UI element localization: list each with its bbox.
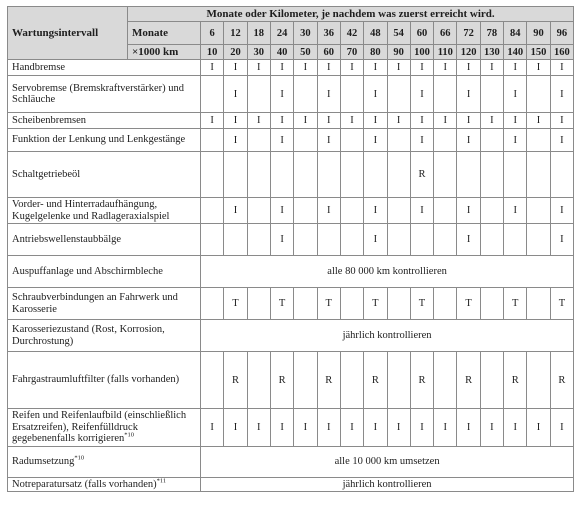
schedule-cell [504,224,527,256]
row-label-text: Schraubverbindungen an Fahrwerk und Karosserie [12,292,178,315]
schedule-cell [387,129,410,152]
schedule-cell [527,198,550,224]
km-header: 130 [480,45,503,60]
schedule-cell: I [387,113,410,129]
schedule-cell [434,129,457,152]
schedule-cell: I [270,409,293,447]
schedule-cell [480,288,503,320]
schedule-cell [340,152,363,198]
schedule-cell: I [224,60,247,76]
schedule-cell: T [270,288,293,320]
schedule-cell [294,224,317,256]
schedule-cell [224,152,247,198]
schedule-cell: I [457,409,480,447]
schedule-cell: R [364,352,387,409]
row-label [8,477,201,492]
schedule-cell [550,152,573,198]
row-label-text: Radumsetzung [12,455,75,467]
schedule-cell: T [550,288,573,320]
schedule-cell [294,288,317,320]
schedule-cell [504,152,527,198]
schedule-cell [201,224,224,256]
schedule-cell: I [247,60,270,76]
row-label-text: Handbremse [12,61,66,73]
schedule-cell [340,288,363,320]
schedule-cell [340,352,363,409]
schedule-cell: I [480,60,503,76]
row-label [8,129,201,152]
km-header: 90 [387,45,410,60]
header-title: Monate oder Kilometer, je nachdem was zuerst erreicht wird. [128,7,574,22]
schedule-cell: I [294,60,317,76]
schedule-cell [247,76,270,113]
schedule-cell: T [224,288,247,320]
schedule-cell: I [410,113,433,129]
schedule-cell [201,76,224,113]
schedule-cell: I [550,129,573,152]
km-header: 60 [317,45,340,60]
km-header: 10 [201,45,224,60]
schedule-cell [434,76,457,113]
table-row [8,409,574,447]
row-label-text: Funktion der Lenkung und Lenkgestänge [12,134,186,146]
footnote-ref: *10 [124,431,134,439]
schedule-cell [247,224,270,256]
schedule-cell: I [387,409,410,447]
km-header: 50 [294,45,317,60]
schedule-cell: I [550,224,573,256]
schedule-cell [480,224,503,256]
schedule-cell: I [480,113,503,129]
km-header: 30 [247,45,270,60]
table-row [8,152,574,198]
schedule-cell [340,224,363,256]
table-row [8,288,574,320]
schedule-cell [224,224,247,256]
schedule-cell: I [410,129,433,152]
schedule-cell [387,76,410,113]
row-label [8,152,201,198]
km-header: 160 [550,45,573,60]
schedule-cell [480,152,503,198]
km-header: 150 [527,45,550,60]
schedule-cell: I [364,113,387,129]
km-header: 100 [410,45,433,60]
table-row [8,60,574,76]
schedule-cell: I [457,224,480,256]
schedule-cell: I [364,198,387,224]
schedule-cell [201,129,224,152]
header-row-title [8,7,574,22]
table-row [8,352,574,409]
schedule-cell: R [504,352,527,409]
month-header: 60 [410,22,433,45]
month-header: 84 [504,22,527,45]
schedule-cell: I [317,409,340,447]
schedule-cell [294,198,317,224]
km-header: 80 [364,45,387,60]
schedule-cell [294,152,317,198]
schedule-cell [294,352,317,409]
schedule-cell [340,198,363,224]
schedule-cell: I [527,409,550,447]
row-label [8,446,201,477]
schedule-cell [201,288,224,320]
schedule-cell: I [504,198,527,224]
footnote-ref: *11 [156,477,167,484]
month-header: 48 [364,22,387,45]
row-label-text: Notreparatursatz (falls vorhanden) [12,478,157,490]
schedule-cell: I [504,113,527,129]
schedule-cell: R [410,352,433,409]
schedule-cell: I [504,409,527,447]
table-row [8,113,574,129]
schedule-cell [387,224,410,256]
schedule-cell: I [457,76,480,113]
schedule-cell [201,352,224,409]
schedule-cell: I [364,224,387,256]
schedule-cell: I [224,76,247,113]
month-header: 30 [294,22,317,45]
schedule-cell [480,198,503,224]
schedule-cell: I [550,113,573,129]
schedule-cell [434,198,457,224]
schedule-cell: I [340,409,363,447]
row-label-text: Auspuffanlage und Abschirmbleche [12,265,163,277]
month-header: 96 [550,22,573,45]
header-row-label: Wartungsintervall [8,7,128,60]
row-label [8,113,201,129]
months-label: Monate [128,22,201,45]
schedule-cell: I [434,409,457,447]
schedule-cell: I [201,113,224,129]
schedule-cell: I [457,113,480,129]
table-row [8,320,574,352]
schedule-cell: I [410,198,433,224]
schedule-cell: I [294,409,317,447]
month-header: 24 [270,22,293,45]
schedule-cell [434,152,457,198]
schedule-cell [317,224,340,256]
row-label-text: Reifen und Reifenlaufbild (einschließlich Ersatzreifen), Reifenfülldruck gegebenenfalls korrigieren [12,410,187,444]
schedule-cell: I [410,409,433,447]
row-label [8,256,201,288]
schedule-cell: I [457,60,480,76]
schedule-cell: I [364,76,387,113]
schedule-cell [294,129,317,152]
schedule-cell: I [387,60,410,76]
schedule-cell [457,152,480,198]
row-label-text: Servobremse (Bremskraftverstärker) und Schläuche [12,82,185,105]
schedule-cell: T [504,288,527,320]
schedule-cell: I [434,113,457,129]
schedule-cell: I [410,76,433,113]
schedule-cell [387,152,410,198]
schedule-cell: I [270,60,293,76]
schedule-cell: R [410,152,433,198]
schedule-cell: I [224,113,247,129]
schedule-cell: R [550,352,573,409]
schedule-cell [340,129,363,152]
row-label [8,409,201,447]
schedule-cell [527,152,550,198]
schedule-cell [480,129,503,152]
schedule-cell: T [410,288,433,320]
schedule-cell [247,288,270,320]
month-header: 36 [317,22,340,45]
schedule-cell [527,76,550,113]
month-header: 18 [247,22,270,45]
schedule-cell [294,76,317,113]
schedule-cell [247,352,270,409]
schedule-cell [247,198,270,224]
row-label-text: Antriebswellenstaubbälge [12,233,122,245]
schedule-cell: I [504,76,527,113]
schedule-cell [434,352,457,409]
maintenance-schedule-table [7,6,574,492]
month-header: 90 [527,22,550,45]
schedule-cell: R [224,352,247,409]
schedule-cell: I [270,224,293,256]
km-header: 20 [224,45,247,60]
interval-note: alle 10 000 km umsetzen [201,446,574,477]
schedule-cell: I [294,113,317,129]
km-header: 140 [504,45,527,60]
schedule-cell [480,352,503,409]
interval-note: jährlich kontrollieren [201,320,574,352]
row-label-text: Schaltgetriebeöl [12,168,81,180]
schedule-cell: I [270,76,293,113]
table-row [8,76,574,113]
table-row [8,446,574,477]
schedule-cell: I [224,409,247,447]
table-row [8,224,574,256]
row-label-text: Scheibenbremsen [12,114,87,126]
schedule-cell: I [504,60,527,76]
schedule-cell [527,288,550,320]
schedule-cell: I [504,129,527,152]
schedule-cell: I [364,409,387,447]
schedule-cell: I [364,129,387,152]
month-header: 6 [201,22,224,45]
month-header: 42 [340,22,363,45]
schedule-cell: I [317,198,340,224]
footnote-ref: *10 [74,454,85,462]
schedule-cell [247,152,270,198]
schedule-cell: I [457,129,480,152]
schedule-cell [340,76,363,113]
schedule-cell: I [317,76,340,113]
table-row [8,129,574,152]
schedule-cell: I [550,60,573,76]
table-row [8,477,574,492]
schedule-cell: I [550,198,573,224]
schedule-cell: I [270,113,293,129]
schedule-cell [480,76,503,113]
schedule-cell [270,152,293,198]
schedule-cell [387,198,410,224]
row-label [8,76,201,113]
row-label-text: Fahrgastraumluftfilter (falls vorhanden) [12,374,180,386]
schedule-cell: I [317,113,340,129]
schedule-cell: I [527,113,550,129]
schedule-cell [410,224,433,256]
schedule-cell [247,129,270,152]
month-header: 12 [224,22,247,45]
month-header: 78 [480,22,503,45]
schedule-cell [434,224,457,256]
schedule-cell [201,198,224,224]
schedule-cell: I [317,129,340,152]
km-label: ×1000 km [128,45,201,60]
km-header: 110 [434,45,457,60]
schedule-cell: I [364,60,387,76]
table-row [8,256,574,288]
row-label-text: Karosseriezustand (Rost, Korrosion, Durchrostung) [12,324,165,347]
km-header: 120 [457,45,480,60]
schedule-cell: T [364,288,387,320]
schedule-cell: I [410,60,433,76]
row-label [8,60,201,76]
schedule-cell [387,288,410,320]
schedule-cell: I [270,129,293,152]
schedule-cell: I [550,409,573,447]
schedule-cell: I [201,60,224,76]
schedule-cell: I [457,198,480,224]
schedule-cell: R [457,352,480,409]
schedule-cell: I [434,60,457,76]
schedule-cell: I [270,198,293,224]
schedule-cell [364,152,387,198]
schedule-cell: I [247,409,270,447]
schedule-cell [527,224,550,256]
schedule-cell: I [201,409,224,447]
schedule-cell [201,152,224,198]
row-label [8,224,201,256]
schedule-cell: T [317,288,340,320]
schedule-cell: I [480,409,503,447]
km-header: 40 [270,45,293,60]
interval-note: jährlich kontrollieren [201,477,574,492]
km-header: 70 [340,45,363,60]
schedule-cell [387,352,410,409]
row-label [8,320,201,352]
row-label [8,288,201,320]
schedule-cell: R [270,352,293,409]
schedule-cell: I [340,113,363,129]
schedule-cell [527,129,550,152]
schedule-cell: I [340,60,363,76]
schedule-cell: I [550,76,573,113]
row-label-text: Vorder- und Hinterradaufhängung, Kugelgelenke und Radlageraxialspiel [12,199,170,222]
schedule-cell [434,288,457,320]
schedule-cell [317,152,340,198]
schedule-cell: I [527,60,550,76]
schedule-cell: I [247,113,270,129]
schedule-cell: T [457,288,480,320]
month-header: 54 [387,22,410,45]
row-label [8,198,201,224]
schedule-cell [527,352,550,409]
month-header: 72 [457,22,480,45]
row-label [8,352,201,409]
interval-note: alle 80 000 km kontrollieren [201,256,574,288]
month-header: 66 [434,22,457,45]
schedule-cell: R [317,352,340,409]
schedule-cell: I [317,60,340,76]
schedule-cell: I [224,129,247,152]
schedule-cell: I [224,198,247,224]
table-row [8,198,574,224]
